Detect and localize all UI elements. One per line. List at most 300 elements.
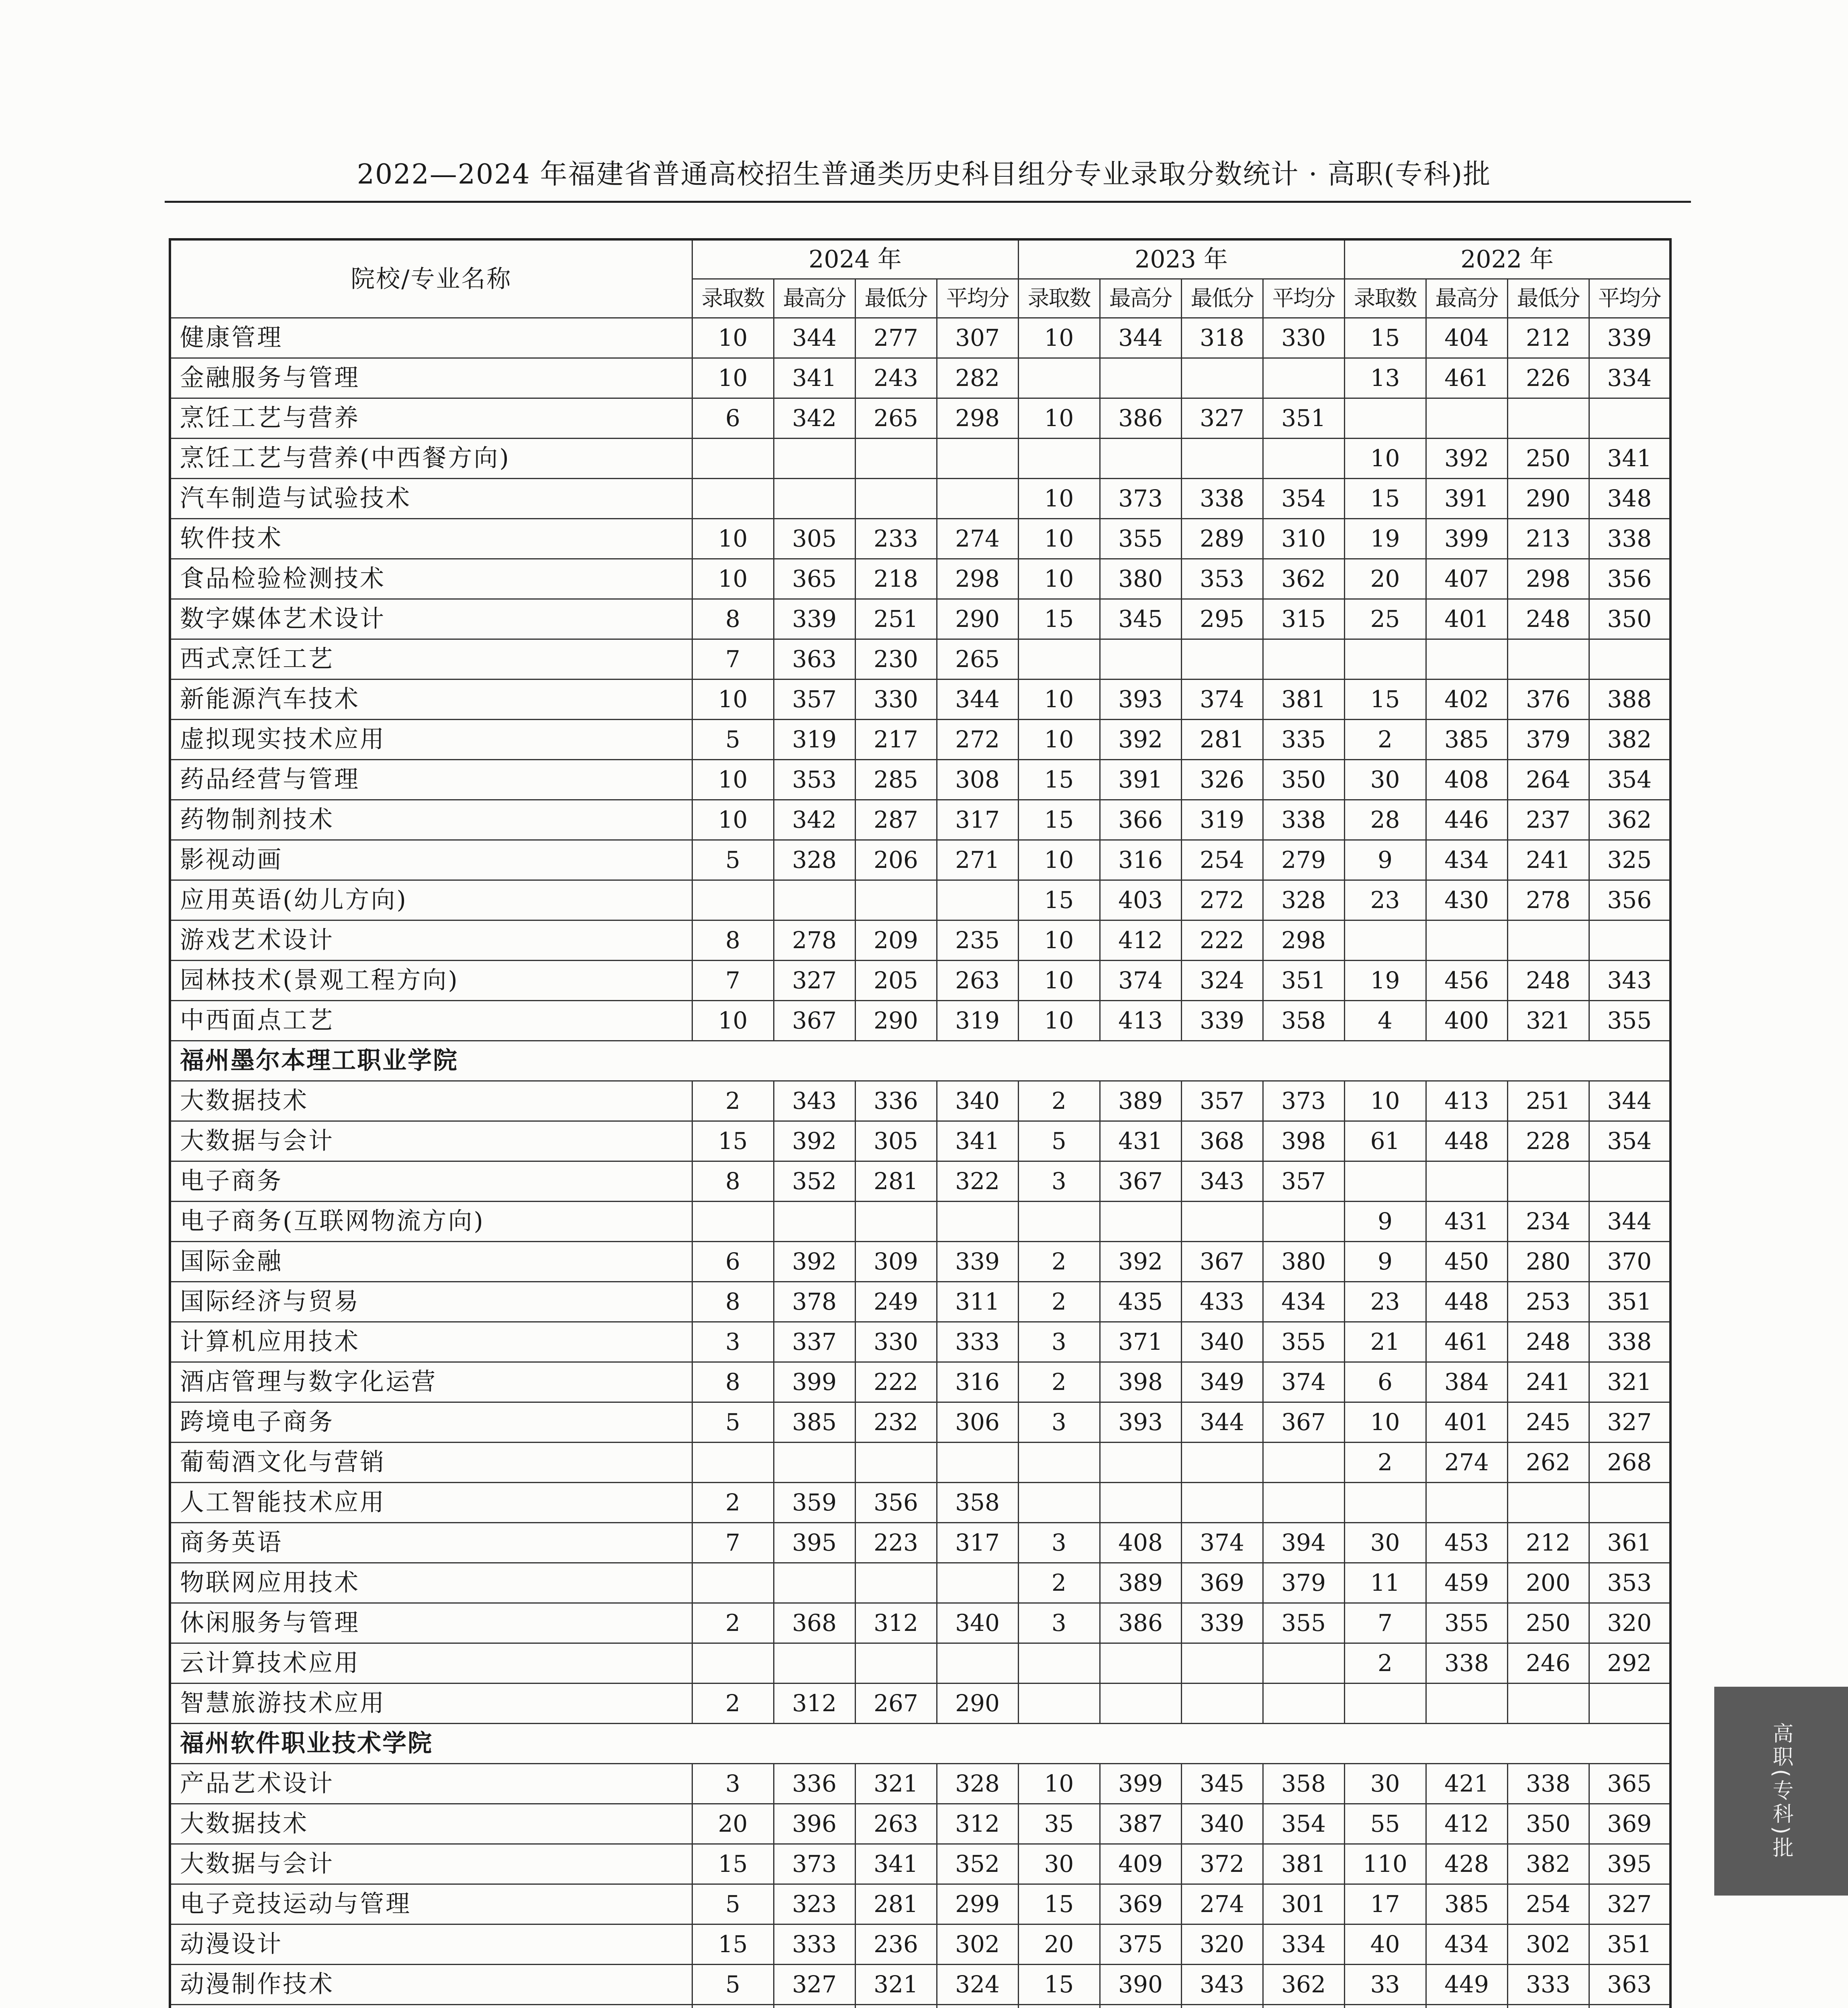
score-cell: 290 bbox=[1507, 479, 1589, 519]
table-row bbox=[170, 599, 1670, 639]
score-cell: 19 bbox=[1344, 519, 1426, 559]
sub-header-cell: 录取数 bbox=[1344, 279, 1426, 318]
score-cell: 305 bbox=[774, 519, 855, 559]
score-cell: 328 bbox=[1263, 880, 1344, 920]
score-cell: 8 bbox=[692, 920, 774, 961]
score-cell: 335 bbox=[1263, 720, 1344, 760]
score-cell bbox=[937, 439, 1018, 479]
score-cell: 355 bbox=[1263, 1603, 1344, 1643]
score-cell: 3 bbox=[692, 1764, 774, 1804]
score-cell: 333 bbox=[1507, 1965, 1589, 2005]
score-cell: 251 bbox=[855, 599, 937, 639]
score-cell bbox=[1507, 1483, 1589, 1523]
score-cell: 15 bbox=[1018, 880, 1100, 920]
score-cell: 292 bbox=[1589, 1643, 1670, 1684]
score-cell bbox=[1589, 398, 1670, 439]
score-cell: 373 bbox=[774, 1844, 855, 1884]
score-cell: 385 bbox=[774, 1402, 855, 1443]
score-cell: 449 bbox=[1426, 1965, 1507, 2005]
score-cell: 222 bbox=[1181, 920, 1263, 961]
score-cell: 2 bbox=[1344, 1443, 1426, 1483]
score-cell: 5 bbox=[692, 1884, 774, 1924]
score-cell: 374 bbox=[1181, 680, 1263, 720]
score-cell: 421 bbox=[1426, 1764, 1507, 1804]
score-cell bbox=[937, 1443, 1018, 1483]
score-cell: 317 bbox=[937, 800, 1018, 840]
score-cell: 277 bbox=[855, 318, 937, 358]
score-cell: 222 bbox=[855, 1362, 937, 1402]
score-cell: 357 bbox=[774, 680, 855, 720]
score-cell: 10 bbox=[692, 519, 774, 559]
score-cell: 295 bbox=[1181, 599, 1263, 639]
score-cell bbox=[1018, 439, 1100, 479]
score-cell bbox=[1263, 1202, 1344, 1242]
score-cell bbox=[1589, 920, 1670, 961]
major-name: 西式烹饪工艺 bbox=[170, 639, 692, 680]
score-cell: 298 bbox=[937, 398, 1018, 439]
score-cell: 15 bbox=[1344, 318, 1426, 358]
table-row bbox=[170, 1764, 1670, 1804]
score-cell: 343 bbox=[774, 1081, 855, 1121]
score-cell: 350 bbox=[1589, 599, 1670, 639]
score-cell bbox=[774, 2005, 855, 2008]
score-cell: 10 bbox=[1018, 519, 1100, 559]
score-cell: 10 bbox=[1018, 1764, 1100, 1804]
score-cell: 310 bbox=[1263, 519, 1344, 559]
score-cell: 399 bbox=[1100, 1764, 1181, 1804]
score-cell: 320 bbox=[1589, 1603, 1670, 1643]
major-name: 大数据与会计 bbox=[170, 1121, 692, 1161]
table-row bbox=[170, 439, 1670, 479]
score-cell bbox=[1589, 1161, 1670, 1202]
score-cell: 5 bbox=[692, 1402, 774, 1443]
score-cell: 35 bbox=[1018, 1804, 1100, 1844]
score-cell: 412 bbox=[1426, 1804, 1507, 1844]
score-cell: 389 bbox=[1100, 1081, 1181, 1121]
score-cell: 396 bbox=[774, 1804, 855, 1844]
score-cell bbox=[692, 2005, 774, 2008]
score-cell: 254 bbox=[1507, 1884, 1589, 1924]
score-cell: 356 bbox=[855, 1483, 937, 1523]
score-cell: 312 bbox=[937, 1804, 1018, 1844]
score-cell: 390 bbox=[1100, 1965, 1181, 2005]
score-cell: 327 bbox=[1589, 1884, 1670, 1924]
score-cell: 382 bbox=[1589, 720, 1670, 760]
score-cell bbox=[1263, 1483, 1344, 1523]
score-cell: 248 bbox=[1507, 599, 1589, 639]
major-name: 电子商务 bbox=[170, 1161, 692, 1202]
major-name: 药品经营与管理 bbox=[170, 760, 692, 800]
major-name: 计算机应用技术 bbox=[170, 1322, 692, 1362]
score-cell: 10 bbox=[1344, 439, 1426, 479]
score-cell: 399 bbox=[1426, 519, 1507, 559]
score-cell: 381 bbox=[1263, 1844, 1344, 1884]
score-cell bbox=[1018, 2005, 1100, 2008]
score-cell: 253 bbox=[1507, 1282, 1589, 1322]
score-cell: 351 bbox=[1263, 961, 1344, 1001]
score-cell: 298 bbox=[1263, 920, 1344, 961]
score-cell: 345 bbox=[1181, 1764, 1263, 1804]
score-cell: 378 bbox=[774, 1282, 855, 1322]
table-row bbox=[170, 1924, 1670, 1965]
score-cell: 337 bbox=[774, 1322, 855, 1362]
score-cell bbox=[774, 1563, 855, 1603]
major-name: 大数据与会计 bbox=[170, 1844, 692, 1884]
table-row bbox=[170, 1523, 1670, 1563]
score-cell: 235 bbox=[937, 920, 1018, 961]
major-name bbox=[170, 2005, 692, 2008]
score-cell bbox=[1100, 358, 1181, 398]
score-cell bbox=[937, 1643, 1018, 1684]
score-cell bbox=[1589, 2005, 1670, 2008]
score-cell: 386 bbox=[1100, 1603, 1181, 1643]
score-cell: 339 bbox=[774, 599, 855, 639]
score-cell: 355 bbox=[1100, 519, 1181, 559]
score-cell bbox=[1344, 398, 1426, 439]
score-cell: 349 bbox=[1181, 1362, 1263, 1402]
score-cell: 213 bbox=[1507, 519, 1589, 559]
major-name: 国际经济与贸易 bbox=[170, 1282, 692, 1322]
score-cell: 361 bbox=[1589, 1523, 1670, 1563]
score-cell: 302 bbox=[937, 1924, 1018, 1965]
score-cell: 369 bbox=[1589, 1804, 1670, 1844]
score-cell: 15 bbox=[1018, 599, 1100, 639]
score-cell: 10 bbox=[692, 318, 774, 358]
scores-table bbox=[169, 238, 1672, 2008]
page-header-title: 2022—2024 年福建省普通高校招生普通类历史科目组分专业录取分数统计 · 高职(专科)批 bbox=[357, 159, 1491, 190]
sub-header-cell: 平均分 bbox=[937, 279, 1018, 318]
year-header-2023: 2023 年 bbox=[1018, 239, 1344, 279]
score-cell: 301 bbox=[1263, 1884, 1344, 1924]
score-cell: 392 bbox=[1100, 720, 1181, 760]
score-cell: 339 bbox=[1181, 1001, 1263, 1041]
major-name: 中西面点工艺 bbox=[170, 1001, 692, 1041]
score-cell: 2 bbox=[1018, 1362, 1100, 1402]
major-name: 烹饪工艺与营养(中西餐方向) bbox=[170, 439, 692, 479]
score-cell: 264 bbox=[1507, 760, 1589, 800]
score-cell: 287 bbox=[855, 800, 937, 840]
score-cell: 7 bbox=[692, 1523, 774, 1563]
score-cell: 5 bbox=[1018, 1121, 1100, 1161]
score-cell: 223 bbox=[855, 1523, 937, 1563]
score-cell: 10 bbox=[1018, 559, 1100, 599]
table-row bbox=[170, 880, 1670, 920]
score-cell bbox=[1507, 1684, 1589, 1724]
score-cell: 355 bbox=[1263, 1322, 1344, 1362]
score-cell: 393 bbox=[1100, 1402, 1181, 1443]
score-cell: 9 bbox=[1344, 1242, 1426, 1282]
score-cell: 319 bbox=[774, 720, 855, 760]
sub-header-cell: 最高分 bbox=[774, 279, 855, 318]
table-row bbox=[170, 840, 1670, 880]
major-name: 大数据技术 bbox=[170, 1081, 692, 1121]
score-cell: 307 bbox=[937, 318, 1018, 358]
major-name: 新能源汽车技术 bbox=[170, 680, 692, 720]
score-cell: 379 bbox=[1507, 720, 1589, 760]
score-cell: 312 bbox=[774, 1684, 855, 1724]
score-cell: 352 bbox=[937, 1844, 1018, 1884]
score-cell: 23 bbox=[1344, 880, 1426, 920]
score-cell: 200 bbox=[1507, 1563, 1589, 1603]
score-cell: 282 bbox=[937, 358, 1018, 398]
score-cell: 407 bbox=[1426, 559, 1507, 599]
major-name: 应用英语(幼儿方向) bbox=[170, 880, 692, 920]
score-cell: 302 bbox=[1507, 1924, 1589, 1965]
score-cell: 355 bbox=[1589, 1001, 1670, 1041]
score-cell: 328 bbox=[774, 840, 855, 880]
score-cell: 358 bbox=[1263, 1001, 1344, 1041]
score-cell: 385 bbox=[1426, 1884, 1507, 1924]
table-row bbox=[170, 358, 1670, 398]
score-cell: 234 bbox=[1507, 1202, 1589, 1242]
major-name: 人工智能技术应用 bbox=[170, 1483, 692, 1523]
score-cell: 340 bbox=[937, 1081, 1018, 1121]
score-cell: 334 bbox=[1589, 358, 1670, 398]
score-cell: 237 bbox=[1507, 800, 1589, 840]
score-cell: 402 bbox=[1426, 680, 1507, 720]
table-row bbox=[170, 479, 1670, 519]
table-row bbox=[170, 639, 1670, 680]
table-row bbox=[170, 1884, 1670, 1924]
score-cell: 281 bbox=[1181, 720, 1263, 760]
score-cell: 434 bbox=[1263, 1282, 1344, 1322]
score-cell: 394 bbox=[1263, 1523, 1344, 1563]
score-cell: 2 bbox=[692, 1603, 774, 1643]
major-name: 游戏艺术设计 bbox=[170, 920, 692, 961]
score-cell: 386 bbox=[1100, 398, 1181, 439]
score-cell: 367 bbox=[1263, 1402, 1344, 1443]
score-cell: 353 bbox=[1181, 559, 1263, 599]
score-cell: 392 bbox=[1426, 439, 1507, 479]
score-cell: 6 bbox=[692, 1242, 774, 1282]
score-cell: 245 bbox=[1507, 1402, 1589, 1443]
score-cell: 274 bbox=[937, 519, 1018, 559]
score-cell: 321 bbox=[1589, 1362, 1670, 1402]
score-cell: 413 bbox=[1100, 1001, 1181, 1041]
score-cell: 339 bbox=[937, 1242, 1018, 1282]
score-cell: 290 bbox=[937, 599, 1018, 639]
score-cell bbox=[855, 1643, 937, 1684]
score-cell: 2 bbox=[1018, 1282, 1100, 1322]
score-cell: 6 bbox=[1344, 1362, 1426, 1402]
table-row bbox=[170, 1081, 1670, 1121]
score-cell bbox=[1181, 2005, 1263, 2008]
score-cell: 408 bbox=[1100, 1523, 1181, 1563]
major-name: 智慧旅游技术应用 bbox=[170, 1684, 692, 1724]
score-cell: 8 bbox=[692, 599, 774, 639]
score-cell: 401 bbox=[1426, 1402, 1507, 1443]
score-cell: 10 bbox=[1018, 720, 1100, 760]
score-cell: 358 bbox=[937, 1483, 1018, 1523]
major-name: 葡萄酒文化与营销 bbox=[170, 1443, 692, 1483]
sub-header-cell: 录取数 bbox=[1018, 279, 1100, 318]
score-cell: 217 bbox=[855, 720, 937, 760]
score-cell: 268 bbox=[1589, 1443, 1670, 1483]
score-cell: 23 bbox=[1344, 1282, 1426, 1322]
score-cell: 413 bbox=[1426, 1081, 1507, 1121]
score-cell bbox=[774, 479, 855, 519]
score-cell: 380 bbox=[1100, 559, 1181, 599]
score-cell: 327 bbox=[1589, 1402, 1670, 1443]
name-column-header: 院校/专业名称 bbox=[170, 239, 692, 318]
major-name: 休闲服务与管理 bbox=[170, 1603, 692, 1643]
score-cell: 289 bbox=[1181, 519, 1263, 559]
score-cell bbox=[855, 1202, 937, 1242]
score-cell bbox=[855, 1563, 937, 1603]
score-cell: 380 bbox=[1263, 1242, 1344, 1282]
score-cell bbox=[1507, 2005, 1589, 2008]
score-cell: 206 bbox=[855, 840, 937, 880]
score-cell bbox=[1018, 1202, 1100, 1242]
score-cell: 327 bbox=[774, 1965, 855, 2005]
score-cell: 340 bbox=[1181, 1322, 1263, 1362]
table-row bbox=[170, 1563, 1670, 1603]
major-name: 食品检验检测技术 bbox=[170, 559, 692, 599]
score-cell bbox=[1507, 920, 1589, 961]
score-cell: 243 bbox=[855, 358, 937, 398]
score-cell: 355 bbox=[1426, 1603, 1507, 1643]
score-cell: 2 bbox=[692, 1483, 774, 1523]
score-cell: 459 bbox=[1426, 1563, 1507, 1603]
score-cell: 13 bbox=[1344, 358, 1426, 398]
score-cell bbox=[1589, 639, 1670, 680]
major-name: 跨境电子商务 bbox=[170, 1402, 692, 1443]
score-cell: 409 bbox=[1100, 1844, 1181, 1884]
score-cell: 263 bbox=[855, 1804, 937, 1844]
score-cell: 340 bbox=[937, 1603, 1018, 1643]
score-cell bbox=[1018, 1684, 1100, 1724]
score-cell: 319 bbox=[937, 1001, 1018, 1041]
score-cell: 403 bbox=[1100, 880, 1181, 920]
table-body bbox=[170, 318, 1670, 2008]
score-cell: 359 bbox=[774, 1483, 855, 1523]
score-cell: 341 bbox=[774, 358, 855, 398]
major-name: 大数据技术 bbox=[170, 1804, 692, 1844]
sub-header-cell: 最低分 bbox=[1181, 279, 1263, 318]
score-cell: 9 bbox=[1344, 840, 1426, 880]
score-cell: 15 bbox=[692, 1121, 774, 1161]
score-cell bbox=[1426, 398, 1507, 439]
score-cell: 250 bbox=[1507, 1603, 1589, 1643]
score-cell: 10 bbox=[692, 760, 774, 800]
score-cell: 430 bbox=[1426, 880, 1507, 920]
score-cell: 2 bbox=[1344, 1643, 1426, 1684]
score-cell: 431 bbox=[1100, 1121, 1181, 1161]
score-cell: 312 bbox=[855, 1603, 937, 1643]
score-cell bbox=[1263, 1643, 1344, 1684]
score-cell: 11 bbox=[1344, 1563, 1426, 1603]
score-cell: 10 bbox=[692, 559, 774, 599]
score-cell: 251 bbox=[1507, 1081, 1589, 1121]
score-cell: 6 bbox=[692, 398, 774, 439]
score-cell bbox=[1263, 639, 1344, 680]
table-row bbox=[170, 2005, 1670, 2008]
score-cell: 322 bbox=[937, 1161, 1018, 1202]
score-cell: 319 bbox=[1181, 800, 1263, 840]
score-cell bbox=[855, 479, 937, 519]
score-cell: 400 bbox=[1426, 1001, 1507, 1041]
score-cell: 10 bbox=[1018, 479, 1100, 519]
score-cell: 3 bbox=[1018, 1322, 1100, 1362]
score-cell: 344 bbox=[937, 680, 1018, 720]
score-cell bbox=[1100, 1443, 1181, 1483]
major-name: 国际金融 bbox=[170, 1242, 692, 1282]
major-name: 金融服务与管理 bbox=[170, 358, 692, 398]
score-cell: 351 bbox=[1589, 1282, 1670, 1322]
table-row bbox=[170, 559, 1670, 599]
score-cell: 353 bbox=[1589, 1563, 1670, 1603]
score-cell: 30 bbox=[1018, 1844, 1100, 1884]
major-name: 动漫制作技术 bbox=[170, 1965, 692, 2005]
score-cell: 5 bbox=[692, 840, 774, 880]
score-cell: 233 bbox=[855, 519, 937, 559]
score-cell bbox=[1263, 2005, 1344, 2008]
major-name: 园林技术(景观工程方向) bbox=[170, 961, 692, 1001]
score-cell bbox=[1344, 1483, 1426, 1523]
score-cell: 61 bbox=[1344, 1121, 1426, 1161]
score-cell bbox=[1426, 639, 1507, 680]
score-cell: 450 bbox=[1426, 1242, 1507, 1282]
score-cell: 311 bbox=[937, 1282, 1018, 1322]
score-cell: 20 bbox=[1018, 1924, 1100, 1965]
score-cell: 461 bbox=[1426, 1322, 1507, 1362]
score-cell: 30 bbox=[1344, 760, 1426, 800]
score-cell: 10 bbox=[1018, 318, 1100, 358]
score-cell: 15 bbox=[1018, 1965, 1100, 2005]
score-cell: 55 bbox=[1344, 1804, 1426, 1844]
score-cell bbox=[1507, 1161, 1589, 1202]
score-cell: 290 bbox=[855, 1001, 937, 1041]
score-cell: 226 bbox=[1507, 358, 1589, 398]
table-row bbox=[170, 318, 1670, 358]
score-cell: 248 bbox=[1507, 961, 1589, 1001]
score-cell: 434 bbox=[1426, 1924, 1507, 1965]
score-cell: 435 bbox=[1100, 1282, 1181, 1322]
score-cell: 384 bbox=[1426, 1362, 1507, 1402]
score-cell: 357 bbox=[1181, 1081, 1263, 1121]
institution-row bbox=[170, 1041, 1670, 1081]
score-cell: 363 bbox=[774, 639, 855, 680]
score-cell: 5 bbox=[692, 720, 774, 760]
score-cell bbox=[937, 479, 1018, 519]
table-row bbox=[170, 680, 1670, 720]
score-cell: 343 bbox=[1181, 1161, 1263, 1202]
score-cell: 315 bbox=[1263, 599, 1344, 639]
sub-header-cell: 最低分 bbox=[855, 279, 937, 318]
score-cell: 271 bbox=[937, 840, 1018, 880]
score-cell: 401 bbox=[1426, 599, 1507, 639]
score-cell: 232 bbox=[855, 1402, 937, 1443]
table-row bbox=[170, 1322, 1670, 1362]
score-cell: 3 bbox=[1018, 1523, 1100, 1563]
major-name: 影视动画 bbox=[170, 840, 692, 880]
score-cell: 248 bbox=[1507, 1322, 1589, 1362]
score-cell bbox=[1018, 358, 1100, 398]
score-cell: 352 bbox=[774, 1161, 855, 1202]
score-cell bbox=[1018, 639, 1100, 680]
score-cell: 389 bbox=[1100, 1563, 1181, 1603]
table-row bbox=[170, 1362, 1670, 1402]
score-cell: 342 bbox=[774, 800, 855, 840]
score-cell: 330 bbox=[1263, 318, 1344, 358]
score-cell bbox=[1426, 2005, 1507, 2008]
score-cell bbox=[1181, 1202, 1263, 1242]
table-row bbox=[170, 1402, 1670, 1443]
score-cell: 392 bbox=[774, 1121, 855, 1161]
score-cell: 20 bbox=[692, 1804, 774, 1844]
score-cell: 17 bbox=[1344, 1884, 1426, 1924]
score-cell: 338 bbox=[1426, 1643, 1507, 1684]
